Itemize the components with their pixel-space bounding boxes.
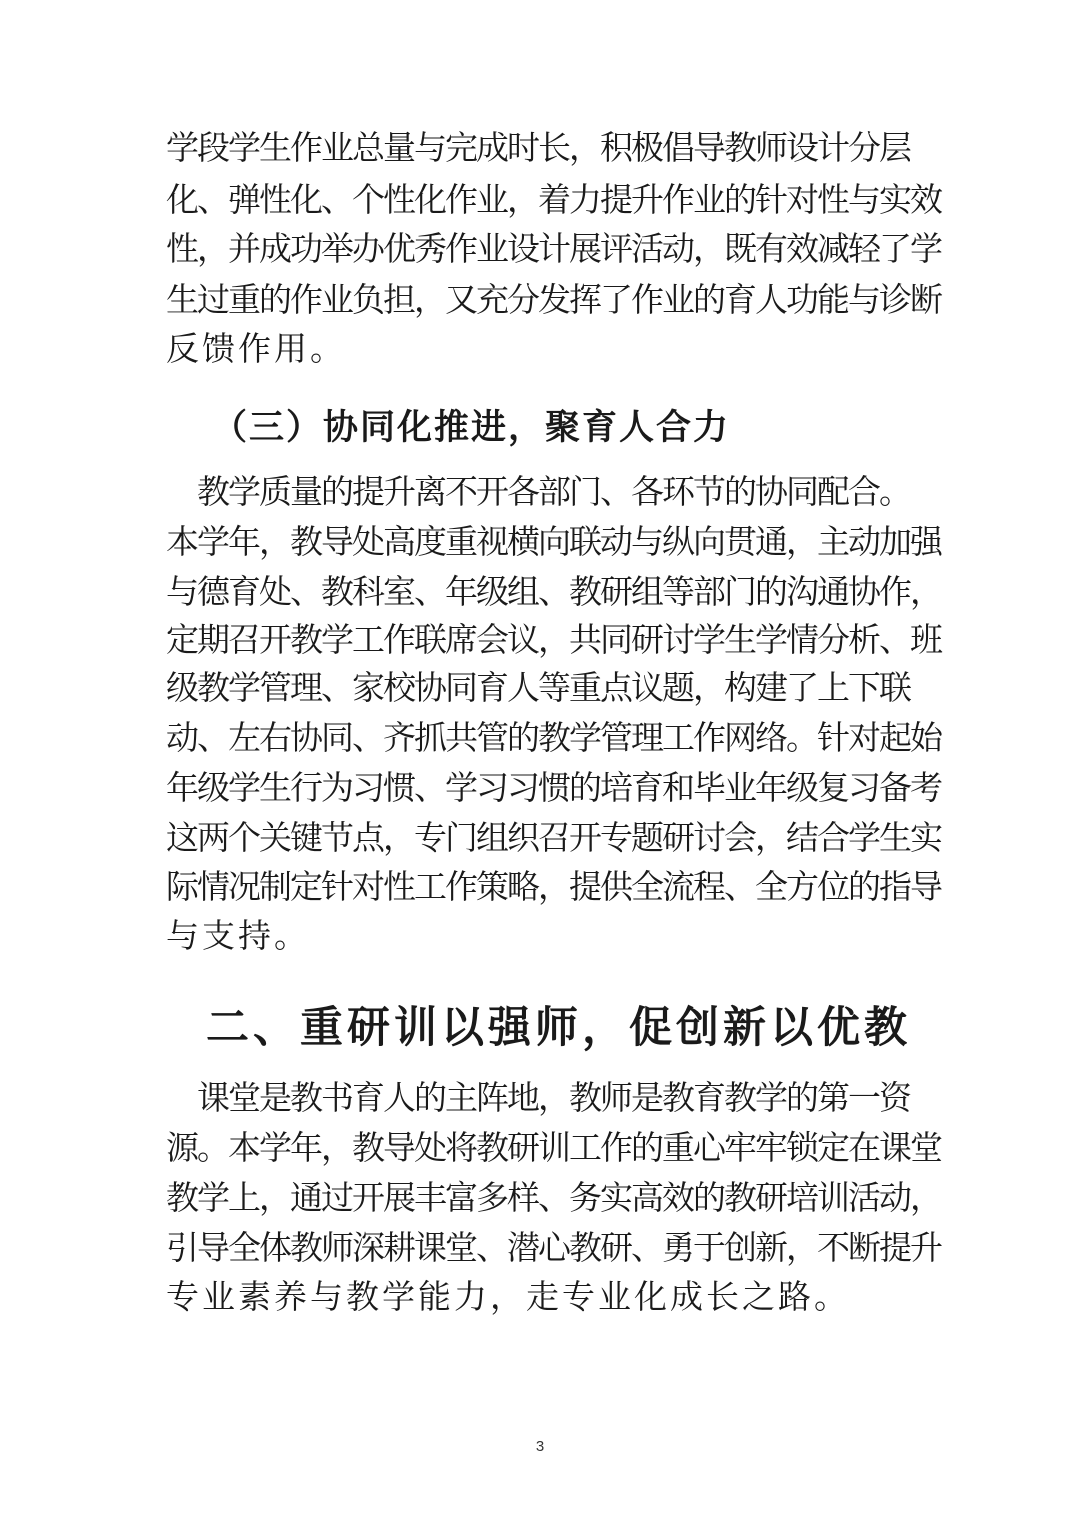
page-number: 3 bbox=[535, 1438, 545, 1455]
paragraph-line: 年级学生行为习惯、学习习惯的培育和毕业年级复习备考 bbox=[166, 768, 941, 807]
paragraph-line: 这两个关键节点，专门组织召开专题研讨会，结合学生实 bbox=[166, 818, 941, 857]
paragraph-line: 化、弹性化、个性化作业，着力提升作业的针对性与实效 bbox=[166, 180, 941, 219]
paragraph-line: 动、左右协同、齐抓共管的教学管理工作网络。针对起始 bbox=[166, 718, 941, 757]
section-subheading: （三）协同化推进，聚育人合力 bbox=[212, 408, 731, 448]
paragraph-line: 教学上，通过开展丰富多样、务实高效的教研培训活动， bbox=[166, 1178, 941, 1217]
paragraph-line: 源。本学年，教导处将教研训工作的重心牢牢锁定在课堂 bbox=[166, 1128, 941, 1167]
paragraph-line: 级教学管理、家校协同育人等重点议题，构建了上下联 bbox=[166, 668, 910, 707]
paragraph-line: 专业素养与教学能力，走专业化成长之路。 bbox=[166, 1277, 850, 1316]
paragraph-line: 学段学生作业总量与完成时长，积极倡导教师设计分层 bbox=[166, 128, 910, 167]
paragraph-line: 性，并成功举办优秀作业设计展评活动，既有效减轻了学 bbox=[166, 229, 941, 268]
paragraph-line: 与德育处、教科室、年级组、教研组等部门的沟通协作， bbox=[166, 572, 941, 611]
paragraph-line: 引导全体教师深耕课堂、潜心教研、勇于创新，不断提升 bbox=[166, 1228, 941, 1267]
paragraph-line: 课堂是教书育人的主阵地，教师是教育教学的第一资 bbox=[166, 1078, 910, 1117]
paragraph-line: 际情况制定针对性工作策略，提供全流程、全方位的指导 bbox=[166, 867, 941, 906]
section-heading: 二、重研训以强师，促创新以优教 bbox=[206, 1003, 911, 1053]
paragraph-line: 与支持。 bbox=[166, 916, 310, 955]
paragraph-line: 定期召开教学工作联席会议，共同研讨学生学情分析、班 bbox=[166, 620, 941, 659]
paragraph-line: 教学质量的提升离不开各部门、各环节的协同配合。 bbox=[166, 472, 910, 511]
paragraph-line: 反馈作用。 bbox=[166, 329, 346, 368]
paragraph-line: 生过重的作业负担，又充分发挥了作业的育人功能与诊断 bbox=[166, 280, 941, 319]
paragraph-line: 本学年，教导处高度重视横向联动与纵向贯通，主动加强 bbox=[166, 522, 941, 561]
